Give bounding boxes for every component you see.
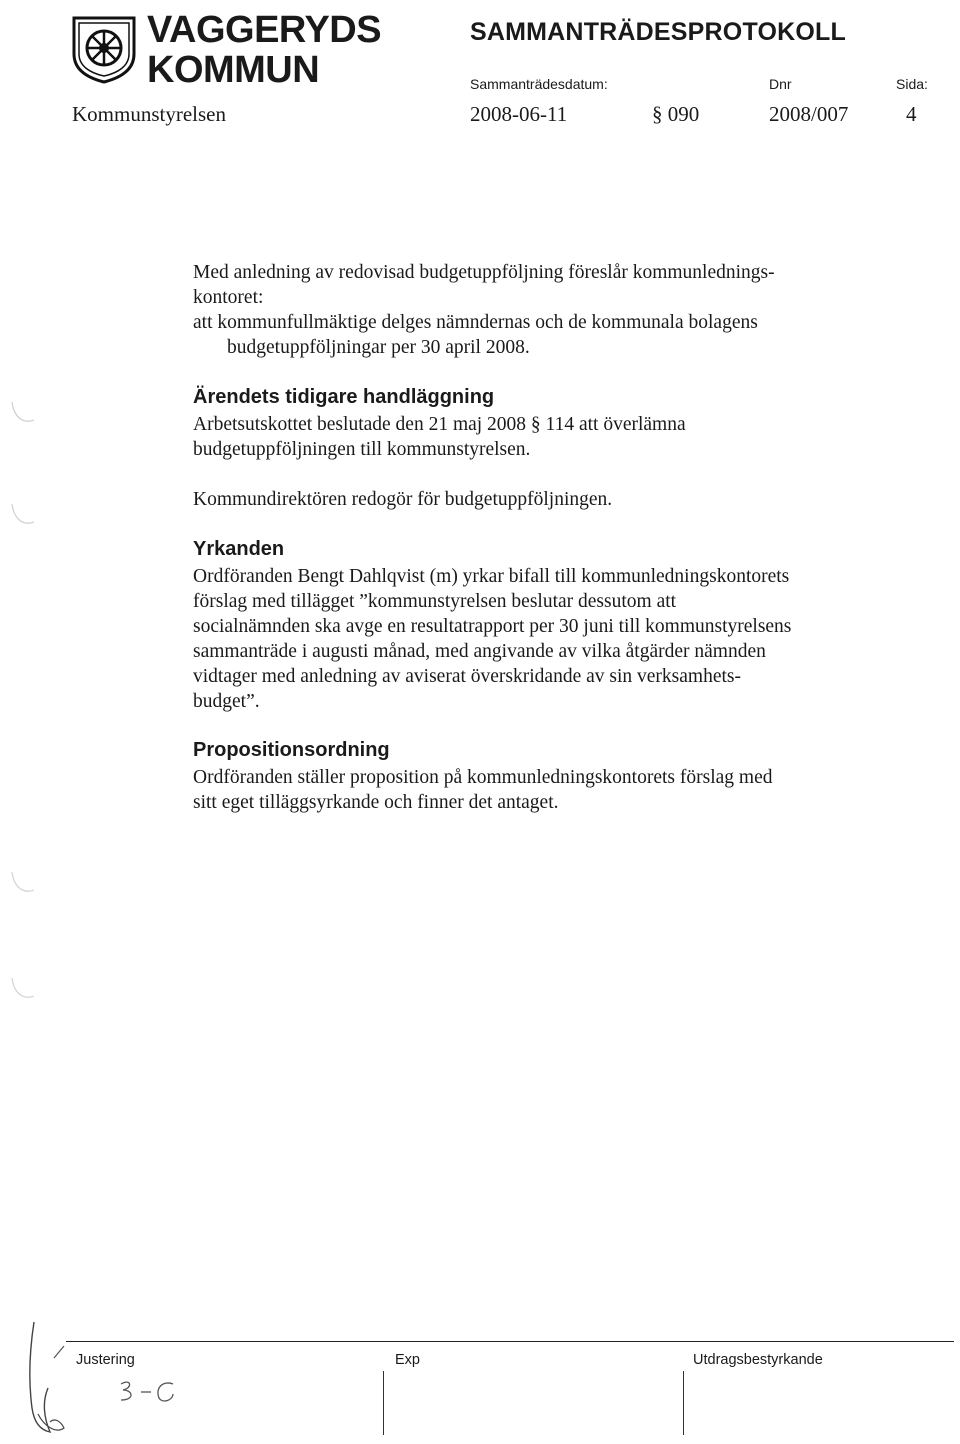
motions-heading: Yrkanden	[193, 538, 285, 560]
motions-line: budget”.	[193, 691, 260, 712]
footer-column-divider	[383, 1371, 384, 1435]
motions-paragraph	[193, 564, 893, 714]
scan-mark-icon	[4, 398, 38, 428]
history-line: budgetuppföljningen till kommunstyrelsen.	[193, 439, 531, 460]
scan-mark-icon	[4, 868, 38, 898]
meeting-date-label: Sammanträdesdatum:	[470, 76, 608, 92]
municipal-crest-logo	[70, 14, 138, 84]
intro-paragraph	[193, 260, 893, 360]
scan-mark-icon	[4, 500, 38, 530]
utdragsbestyrkande-label: Utdragsbestyrkande	[693, 1352, 823, 1368]
exp-label: Exp	[395, 1352, 420, 1368]
proposition-line: Ordföranden ställer proposition på kommunledningskontorets förslag med	[193, 767, 773, 788]
footer-column-divider	[683, 1371, 684, 1435]
organization-name	[147, 10, 381, 90]
proposition-heading: Propositionsordning	[193, 739, 390, 761]
motions-line: förslag med tillägget ”kommunstyrelsen beslutar dessutom att	[193, 591, 677, 612]
history-paragraph	[193, 412, 893, 462]
director-report-line: Kommundirektören redogör för budgetuppföljningen.	[193, 489, 613, 510]
page-number: 4	[906, 102, 917, 126]
organization-name-line2: KOMMUN	[147, 49, 320, 91]
motions-line: Ordföranden Bengt Dahlqvist (m) yrkar bifall till kommunledningskontorets	[193, 566, 790, 587]
att-clause-line: att kommunfullmäktige delges nämndernas och de kommunala bolagens	[193, 312, 758, 333]
intro-line: kontoret:	[193, 287, 264, 308]
intro-line: Med anledning av redovisad budgetuppföljning föreslår kommunlednings-	[193, 262, 775, 283]
motions-line: vidtager med anledning av aviserat överskridande av sin verksamhets-	[193, 666, 741, 687]
proposition-paragraph	[193, 765, 893, 815]
dnr-label: Dnr	[769, 76, 792, 92]
organization-name-line1: VAGGERYDS	[147, 9, 382, 51]
page-label: Sida:	[896, 76, 928, 92]
history-line: Arbetsutskottet beslutade den 21 maj 2008 § 114 att överlämna	[193, 414, 686, 435]
document-type-title: SAMMANTRÄDESPROTOKOLL	[470, 18, 846, 46]
dnr-number: 2008/007	[769, 102, 849, 126]
att-clause-line: budgetuppföljningar per 30 april 2008.	[227, 337, 530, 358]
motions-line: socialnämnden ska avge en resultatrapport per 30 juni till kommunstyrelsens	[193, 616, 792, 637]
scan-mark-icon	[4, 974, 38, 1004]
initials-signature	[115, 1374, 181, 1408]
body-name: Kommunstyrelsen	[72, 102, 226, 126]
director-report-paragraph	[193, 487, 893, 512]
meeting-date: 2008-06-11	[470, 102, 568, 126]
justering-label: Justering	[76, 1352, 135, 1368]
signature-mark	[20, 1318, 80, 1440]
paragraph-number: § 090	[652, 102, 700, 126]
footer-rule	[66, 1341, 954, 1342]
motions-line: sammanträde i augusti månad, med angivande av vilka åtgärder nämnden	[193, 641, 766, 662]
history-heading: Ärendets tidigare handläggning	[193, 386, 495, 408]
proposition-line: sitt eget tilläggsyrkande och finner det antaget.	[193, 792, 559, 813]
